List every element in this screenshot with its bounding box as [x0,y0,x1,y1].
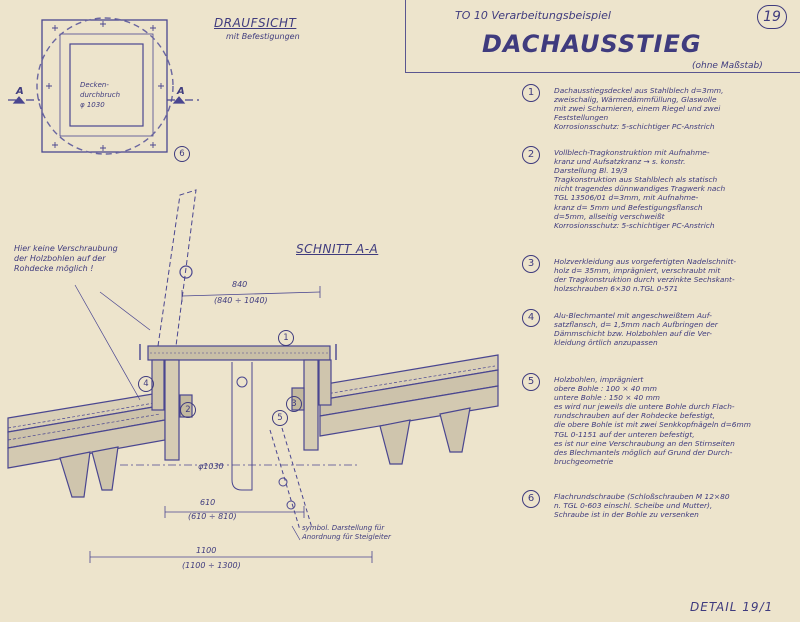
no-screw-note: Hier keine Verschraubung der Holzbohlen auf der Rohdecke möglich ! [14,244,118,273]
note-1-number: 1 [522,84,540,102]
note-3-text: Holzverkleidung aus vorgefertigten Nadelschnitt- holz d= 35mm, imprägniert, verschraubt mit der Tragkonstruktion durch verzinkte Sechskant- holzschrauben 6×30 n.TGL 0-571 [554,257,737,294]
scale-note: (ohne Maßstab) [692,61,763,71]
dim-840-range: (840 ÷ 1040) [214,296,268,305]
roof-slab-right [320,355,498,464]
dim-610: 610 [200,498,216,507]
section-title: SCHNITT A-A [296,242,379,256]
note-6-text: Flachrundschraube (Schloßschrauben M 12×80 n. TGL 0-603 einschl. Scheibe und Mutter), Schraube ist in der Bohle zu versenken [554,492,730,520]
dim-1030: φ1030 [198,462,224,471]
note-1-text: Dachausstiegsdeckel aus Stahlblech d=3mm, zweischalig, Wärmedämmfüllung, Glaswolle mit zwei Scharnieren, einem Riegel und zwei Feststellungen Korrosionsschutz: 5-schichtiger PC-Anstrich [554,86,724,132]
callout-2: 2 [180,402,196,418]
ladder-note: symbol. Darstellung für Anordnung für Steigleiter [302,524,391,541]
dim-1100: 1100 [196,546,217,555]
note-6-number: 6 [522,490,540,508]
callout-4: 4 [138,376,154,392]
note-2-number: 2 [522,146,540,164]
note-2-text: Vollblech-Tragkonstruktion mit Aufnahme- kranz und Aufsatzkranz → s. konstr. Darstellung Bl. 19/3 Tragkonstruktion aus Stahlblech als statisch nicht tragendes dünnwandiges Tragwerk nach TGL 13506/01 d=3mm, mit Aufnahme- kranz d= 5mm und Befestigungsflansch d=5mm, allseitig verschweißt Korrosionsschutz: 5-schichtiger PC-Anstrich [554,148,726,230]
hint-leader [75,285,140,400]
callout-5: 5 [272,410,288,426]
roof-slab-left [8,392,165,497]
page-title: DACHAUSSTIEG [482,30,702,58]
callout-6-plan: 6 [174,146,190,162]
section-mark-left: A [16,86,24,97]
note-4-number: 4 [522,309,540,327]
callout-1: 1 [278,330,294,346]
note-3-number: 3 [522,255,540,273]
hinge [180,266,192,278]
section-mark-right: A [177,86,185,97]
note-4-text: Alu-Blechmantel mit angeschweißtem Auf- satzflansch, d= 1,5mm nach Aufbringen der Dämmschicht bzw. Holzbohlen auf die Ver- kleidung örtlich anzupassen [554,311,718,348]
page-number-badge: 19 [757,5,787,29]
ladder [232,362,312,530]
dim-610-range: (610 ÷ 810) [188,512,237,521]
detail-reference: DETAIL 19/1 [690,600,774,614]
plan-view-title: DRAUFSICHT [214,16,297,30]
note-5-number: 5 [522,373,540,391]
callout-3: 3 [286,396,302,412]
hatch-upstand [140,344,336,460]
plan-view-subtitle: mit Befestigungen [226,32,300,41]
dim-1100-range: (1100 ÷ 1300) [182,561,241,570]
dim-840: 840 [232,280,248,289]
note-5-text: Holzbohlen, imprägniert obere Bohle : 100 × 40 mm untere Bohle : 150 × 40 mm es wird nur jeweils die untere Bohle durch Flach- rundschrauben auf der Rohdecke befestigt, die obere Bohle ist mit zwei Senkkopfnägeln d=6mm TGL 0-1151 auf der unteren befestigt, es ist nur eine Verschraubung an den Stirnseiten des Blechmantels möglich auf Grund der Durch- bruchgeometrie [554,375,751,466]
series-label: TO 10 Verarbeitungsbeispiel [455,9,611,22]
opening-label: Decken- durchbruch φ 1030 [80,81,121,109]
